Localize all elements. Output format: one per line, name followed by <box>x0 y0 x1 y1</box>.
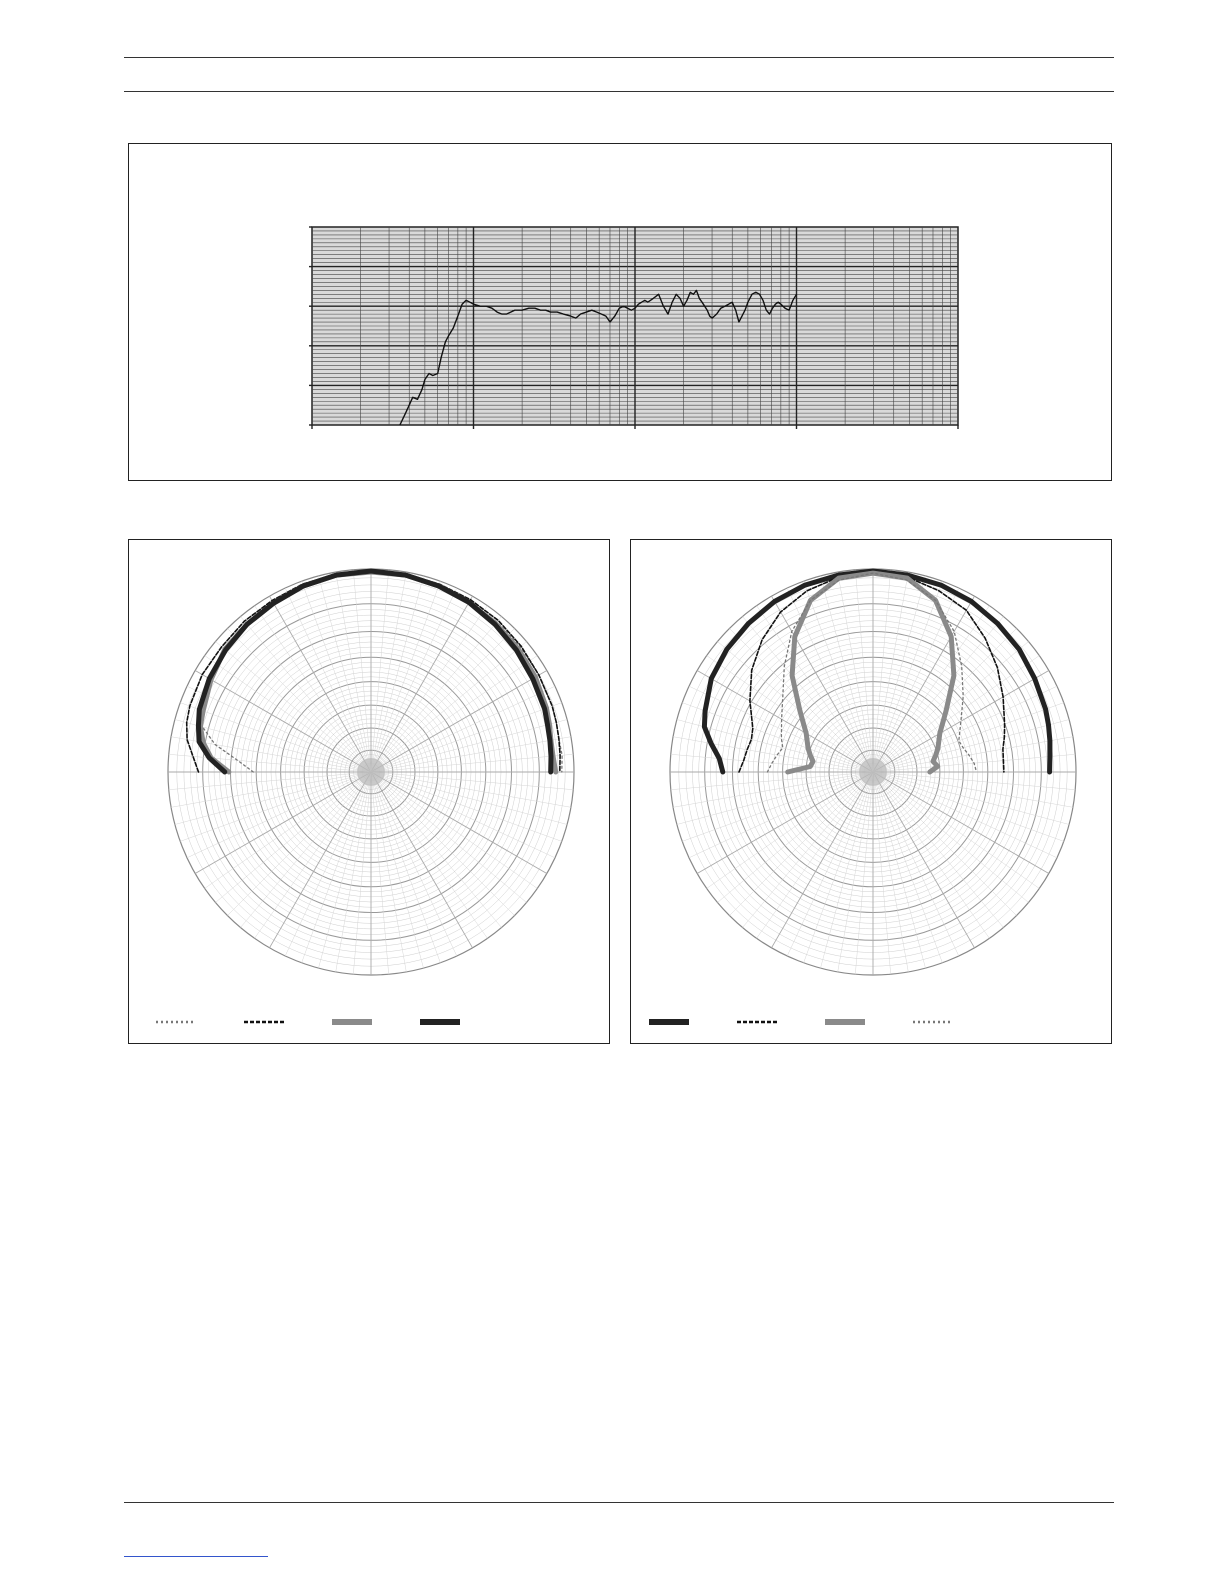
polar-panel-right <box>630 539 1112 1044</box>
footer-link-underline[interactable] <box>124 1556 268 1557</box>
polar-grid <box>670 569 1076 975</box>
polar-chart-left <box>129 540 609 1043</box>
header-rule-top <box>124 57 1114 58</box>
polar-chart-right <box>631 540 1111 1043</box>
header-rule-bottom <box>124 91 1114 92</box>
footer-rule <box>124 1502 1114 1503</box>
center-hub <box>859 758 887 786</box>
polar-panel-left <box>128 539 610 1044</box>
frequency-response-chart <box>129 144 1111 480</box>
frequency-response-panel <box>128 143 1112 481</box>
center-hub <box>357 758 385 786</box>
